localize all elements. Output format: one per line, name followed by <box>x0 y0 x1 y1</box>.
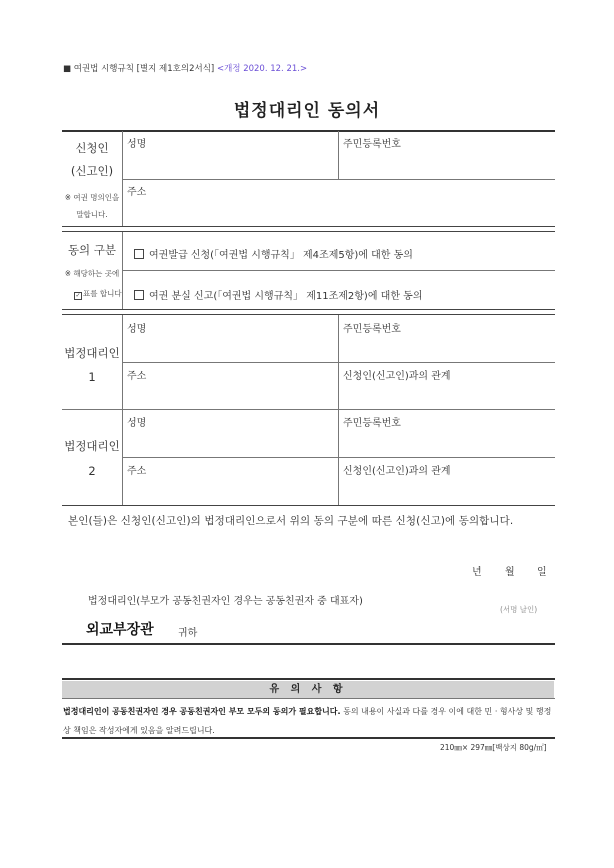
checkbox-icon[interactable] <box>134 249 144 259</box>
representative-2-address-field[interactable]: 주소 <box>127 466 147 477</box>
applicant-rrn-field[interactable]: 주민등록번호 <box>343 139 401 150</box>
date-year[interactable]: 년 <box>472 567 482 578</box>
paper-spec: 210㎜× 297㎜[백상지 80g/㎡] <box>440 743 547 752</box>
representative-1-address-field[interactable]: 주소 <box>127 371 147 382</box>
applicant-label: 신청인 <box>75 141 109 155</box>
consent-statement: 본인(들)은 신청인(신고인)의 법정대리인으로서 위의 동의 구분에 따른 신청(신고)에 동의합니다. <box>68 515 514 527</box>
consent-type-note-2: ✓ 표를 합니다 <box>75 289 122 299</box>
recipient-name: 외교부장관 <box>86 622 154 638</box>
consent-option-issuance[interactable]: 여권발급 신청(「여권법 시행규칙」 제4조제5항)에 대한 동의 <box>134 246 413 261</box>
notice-title: 유 의 사 항 <box>62 681 554 698</box>
recipient-suffix: 귀하 <box>178 628 198 639</box>
revision-date: <개정 2020. 12. 21.> <box>216 64 308 74</box>
representative-1-label: 법정대리인 <box>64 346 120 360</box>
representative-2-relation-field[interactable]: 신청인(신고인)과의 관계 <box>343 466 451 477</box>
sign-seal-field[interactable]: (서명 날인) <box>500 605 538 614</box>
representative-2-number: 2 <box>88 464 96 478</box>
applicant-address-field[interactable]: 주소 <box>127 187 147 198</box>
representative-1-name-field[interactable]: 성명 <box>127 324 147 335</box>
representative-1-relation-field[interactable]: 신청인(신고인)과의 관계 <box>343 371 451 382</box>
date-month[interactable]: 월 <box>505 567 515 578</box>
form-reference: ■ 여권법 시행규칙 [별지 제1호의2서식] <개정 2020. 12. 21.> <box>63 64 308 74</box>
notice-bold-text: 법정대리인이 공동친권자인 경우 공동친권자인 부모 모두의 동의가 필요합니다. <box>63 707 341 716</box>
consent-option-loss-report[interactable]: 여권 분실 신고(「여권법 시행규칙」 제11조제2항)에 대한 동의 <box>134 287 422 302</box>
applicant-note: ※ 여권 명의인을 <box>64 193 120 202</box>
checkbox-icon[interactable] <box>134 290 144 300</box>
notice-body <box>63 702 555 740</box>
date-day[interactable]: 일 <box>537 567 547 578</box>
signer-label: 법정대리인(부모가 공동친권자인 경우는 공동친권자 중 대표자) <box>88 596 363 607</box>
representative-2-name-field[interactable]: 성명 <box>127 418 147 429</box>
form-title: 법정대리인 동의서 <box>233 101 381 121</box>
representative-2-label: 법정대리인 <box>64 439 120 453</box>
applicant-name-field[interactable]: 성명 <box>127 139 147 150</box>
checkmark-icon: ✓ <box>75 292 81 299</box>
notice-text: 동의 내용이 사실과 다를 경우 이에 대한 민 · 형사상 및 행정상 책임은 작성자에게 있음을 알려드립니다. <box>63 707 552 735</box>
consent-type-label: 동의 구분 <box>67 243 117 257</box>
applicant-note-2: 말합니다. <box>76 210 108 219</box>
representative-1-number: 1 <box>88 370 96 384</box>
representative-1-rrn-field[interactable]: 주민등록번호 <box>343 324 401 335</box>
representative-2-rrn-field[interactable]: 주민등록번호 <box>343 418 401 429</box>
consent-type-note: ※ 해당하는 곳에 <box>64 269 120 278</box>
applicant-label-sub: (신고인) <box>70 164 114 178</box>
